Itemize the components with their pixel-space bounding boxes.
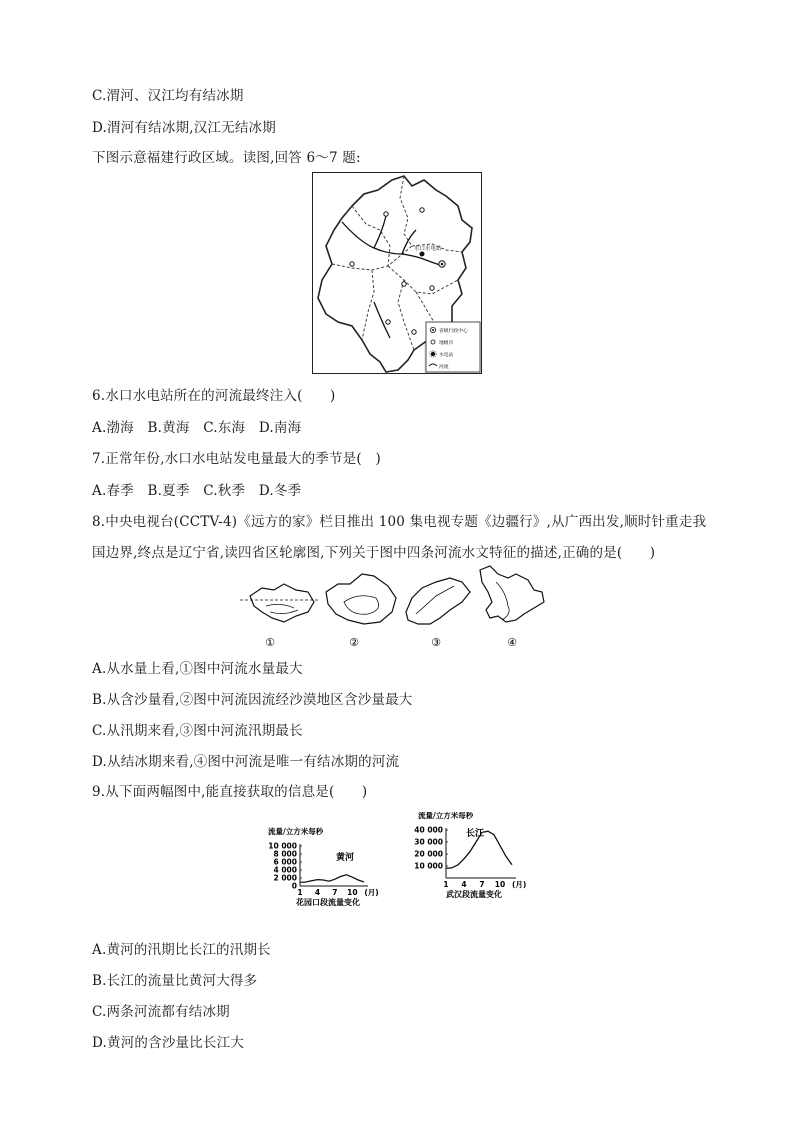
question-8-option-d: D.从结冰期来看,④图中河流是唯一有结冰期的河流 (92, 754, 400, 770)
question-8-option-b: B.从含沙量看,②图中河流因流经沙漠地区含沙量最大 (92, 692, 413, 708)
question-9-option-c: C.两条河流都有结冰期 (92, 1004, 230, 1020)
x-tick-label-1-1: 4 (461, 880, 467, 889)
x-tick-label-1-0: 1 (443, 880, 449, 889)
question-9: 9.从下面两幅图中,能直接获取的信息是( ) (92, 784, 368, 800)
series-line-0 (300, 875, 364, 883)
map-legend (426, 322, 480, 372)
outline-4 (480, 566, 544, 622)
question-9-option-b: B.长江的流量比黄河大得多 (92, 973, 258, 989)
outline-3 (406, 578, 470, 624)
x-tick-label-0-0: 1 (297, 888, 303, 897)
outline-2 (326, 574, 396, 624)
question-6: 6.水口水电站所在的河流最终注入( ) (92, 388, 336, 404)
outline-label-3: ③ (431, 636, 441, 649)
y-tick-label-0-5: 0 (291, 881, 297, 891)
chart-caption-0: 花园口段流量变化 (296, 898, 360, 907)
y-label-1: 流量/立方米每秒 (418, 812, 474, 820)
outline-label-1: ① (265, 636, 275, 649)
x-tick-label-0-2: 7 (332, 888, 338, 897)
outline-1 (240, 584, 320, 622)
chart-title-0: 黄河 (336, 853, 355, 863)
svg-text:省级行政中心: 省级行政中心 (439, 329, 468, 334)
svg-text:河流: 河流 (439, 365, 449, 370)
y-tick-label-0-4: 2 000 (273, 873, 297, 883)
question-8-line1: 8.中央电视台(CCTV-4)《远方的家》栏目推出 100 集电视专题《边疆行》,从广西出发,顺时针重走我 (92, 514, 707, 530)
y-tick-label-1-3: 10 000 (414, 861, 443, 871)
fujian-map (312, 172, 482, 374)
question-9-option-a: A.黄河的汛期比长江的汛期长 (92, 942, 271, 958)
question-7: 7.正常年份,水口水电站发电量最大的季节是( ) (92, 451, 382, 467)
chart-caption-1: 武汉段流量变化 (446, 890, 502, 899)
option-c-prev: C.渭河、汉江均有结冰期 (92, 88, 244, 104)
y-tick-label-0-1: 8 000 (273, 849, 297, 859)
station-label: 水口水电站 (414, 246, 442, 252)
outline-label-4: ④ (507, 636, 517, 649)
y-tick-label-0-3: 4 000 (273, 865, 297, 875)
x-tick-label-0-1: 4 (314, 888, 321, 897)
map-intro: 下图示意福建行政区域。读图,回答 6～7 题: (92, 150, 361, 166)
flow-charts (260, 812, 530, 922)
province-outlines (240, 562, 560, 650)
chart-title-1: 长江 (466, 829, 485, 839)
svg-text:水电站: 水电站 (439, 353, 454, 358)
question-8-line2: 国边界,终点是辽宁省,读四省区轮廓图,下列关于图中四条河流水文特征的描述,正确的是( ) (92, 545, 656, 561)
x-unit-0: (月) (364, 888, 379, 897)
y-tick-label-1-2: 20 000 (414, 849, 443, 859)
question-7-options: A.春季 B.夏季 C.秋季 D.冬季 (92, 483, 302, 499)
question-6-options: A.渤海 B.黄海 C.东海 D.南海 (92, 420, 302, 436)
x-tick-label-0-3: 10 (347, 888, 358, 897)
question-8-option-c: C.从汛期来看,③图中河流汛期最长 (92, 723, 303, 739)
y-tick-label-1-1: 30 000 (414, 837, 443, 847)
question-9-option-d: D.黄河的含沙量比长江大 (92, 1035, 245, 1051)
question-8-option-a: A.从水量上看,①图中河流水量最大 (92, 661, 303, 677)
y-label-0: 流量/立方米每秒 (268, 827, 324, 836)
outline-label-2: ② (349, 636, 359, 649)
y-tick-label-1-0: 40 000 (414, 825, 443, 835)
x-unit-1: (月) (512, 880, 527, 889)
x-tick-label-1-3: 10 (494, 880, 506, 889)
svg-text:地级市: 地级市 (439, 341, 454, 346)
y-tick-label-0-0: 10 000 (268, 841, 297, 851)
y-tick-label-0-2: 6 000 (273, 857, 297, 867)
x-tick-label-1-2: 7 (479, 880, 485, 889)
option-d-prev: D.渭河有结冰期,汉江无结冰期 (92, 120, 276, 136)
